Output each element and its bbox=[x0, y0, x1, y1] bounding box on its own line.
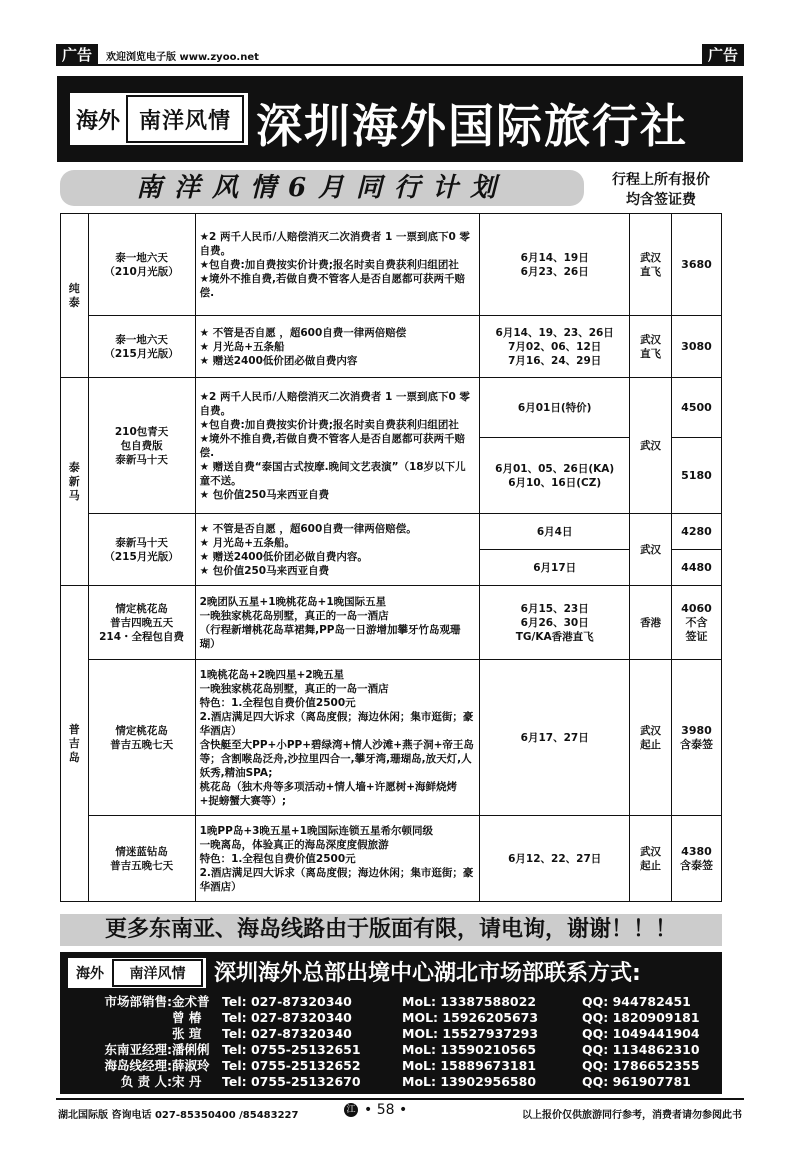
price-cell bbox=[671, 550, 721, 586]
product-cell bbox=[88, 378, 195, 514]
price-line: 签证 bbox=[685, 629, 708, 643]
desc-line: 含快艇至大PP+小PP+碧绿湾+情人沙滩+燕子洞+帝王岛等；含割喉岛泛舟,沙拉里四合一,攀牙湾,珊瑚岛,放天灯,人妖秀,精油SPA; bbox=[199, 738, 474, 779]
desc-line: 一晚独家桃花岛别墅，真正的一岛一酒店 bbox=[199, 609, 389, 622]
date-line: 6月01、05、26日(KA) bbox=[495, 462, 615, 475]
contact-role: 市场部销售: bbox=[104, 994, 172, 1009]
desc-cell bbox=[195, 316, 480, 378]
contact-qq: QQ: 1134862310 bbox=[582, 1042, 700, 1057]
category-label: 纯泰 bbox=[68, 281, 80, 309]
site-info: 欢迎浏览电子版 www.zyoo.net bbox=[106, 52, 259, 63]
date-line: 6月17、27日 bbox=[520, 731, 589, 744]
category-cell bbox=[61, 214, 89, 378]
price-cell bbox=[671, 214, 721, 316]
contact-mob: MoL: 13590210565 bbox=[402, 1042, 537, 1057]
price-line: 含泰签 bbox=[679, 737, 713, 751]
contact-mob: MoL: 13902956580 bbox=[402, 1074, 537, 1089]
departure-cell bbox=[630, 214, 672, 316]
contact-table bbox=[70, 994, 732, 1090]
price-value: 3980 bbox=[681, 723, 712, 737]
contact-role bbox=[70, 1026, 172, 1042]
dates-cell bbox=[480, 316, 630, 378]
brand-logo-small bbox=[68, 958, 206, 988]
departure-cell bbox=[630, 586, 672, 660]
contact-row bbox=[70, 1042, 732, 1058]
departure-cell bbox=[630, 378, 672, 514]
contact-mob: MoL: 15889673181 bbox=[402, 1058, 537, 1073]
dates-cell bbox=[480, 214, 630, 316]
dates-cell bbox=[480, 660, 630, 816]
contact-role: 海岛线经理: bbox=[104, 1058, 172, 1073]
header-divider bbox=[56, 64, 744, 66]
date-line: 6月15、23日 bbox=[520, 602, 589, 615]
contact-name: 潘俐俐 bbox=[172, 1042, 210, 1057]
more-routes-notice: 更多东南亚、海岛线路由于版面有限，请电询，谢谢！！！ bbox=[60, 914, 722, 946]
desc-line: ★境外不推自费,若做自费不管客人是否自愿都可获两千赔偿. bbox=[199, 272, 466, 299]
departure-cell bbox=[630, 514, 672, 586]
desc-line: 特色：1.全程包自费价值2500元 bbox=[199, 696, 356, 709]
desc-line: ★包自费:加自费按实价计费;报名时卖自费获利归组团社 bbox=[199, 418, 459, 431]
desc-line: ★2 两千人民币/人赔偿消灭二次消费者 1 一票到底下0 零自费。 bbox=[199, 230, 470, 257]
price-line: 不含 bbox=[685, 615, 708, 629]
date-line: 6月17日 bbox=[533, 561, 577, 574]
desc-line: ★ 月光岛+五条船 bbox=[199, 340, 285, 353]
product-cell bbox=[88, 816, 195, 902]
desc-line: ★ 包价值250马来西亚自费 bbox=[199, 564, 330, 577]
departure-line: 武汉 bbox=[640, 845, 662, 858]
contact-name: 金术普 bbox=[172, 994, 210, 1009]
desc-line: ★ 不管是否自愿 ，超600自费一律两倍赔偿。 bbox=[199, 522, 417, 535]
date-line: 7月02、06、12日 bbox=[508, 340, 602, 353]
price-value: 4480 bbox=[681, 560, 712, 574]
price-cell bbox=[671, 438, 721, 514]
product-line: 210包青天 bbox=[114, 425, 169, 438]
dates-cell bbox=[480, 378, 630, 438]
contact-qq: QQ: 1786652355 bbox=[582, 1058, 700, 1073]
dates-cell bbox=[480, 816, 630, 902]
product-line: 普吉五晚七天 bbox=[110, 859, 174, 872]
desc-cell bbox=[195, 214, 480, 316]
product-line: 普吉五晚七天 bbox=[110, 738, 174, 751]
dates-cell bbox=[480, 514, 630, 550]
departure-line: 武汉 bbox=[640, 543, 662, 556]
desc-cell bbox=[195, 378, 480, 514]
brand-logo bbox=[70, 93, 248, 145]
desc-line: 桃花岛（独木舟等多项活动+情人墙+许愿树+海鲜烧烤+捉螃蟹大赛等）; bbox=[199, 780, 458, 807]
price-value: 4380 bbox=[681, 844, 712, 858]
product-line: 泰新马十天 bbox=[115, 453, 168, 466]
table-row bbox=[61, 514, 722, 550]
departure-line: 香港 bbox=[640, 616, 662, 629]
product-line: （215月光版） bbox=[104, 347, 179, 360]
contact-tel: Tel: 027-87320340 bbox=[222, 994, 352, 1009]
product-line: 包自费版 bbox=[120, 439, 163, 452]
contact-tel: Tel: 027-87320340 bbox=[222, 1010, 352, 1025]
date-line: 6月12、22、27日 bbox=[508, 852, 602, 865]
contact-row bbox=[70, 1058, 732, 1074]
dates-cell bbox=[480, 586, 630, 660]
product-line: （215月光版） bbox=[104, 550, 179, 563]
contact-role: 东南亚经理: bbox=[104, 1042, 172, 1057]
contact-row bbox=[70, 1074, 732, 1090]
ad-tag-left: 广告 bbox=[56, 44, 98, 66]
category-cell bbox=[61, 378, 89, 586]
logo-text-right: 南洋风情 bbox=[126, 95, 244, 143]
contact-tel: Tel: 0755-25132652 bbox=[222, 1058, 361, 1073]
price-cell bbox=[671, 316, 721, 378]
price-value: 4500 bbox=[681, 400, 712, 414]
date-line: 6月10、16日(CZ) bbox=[508, 476, 602, 489]
price-value: 4280 bbox=[681, 524, 712, 538]
product-line: 214・全程包自费 bbox=[99, 630, 185, 643]
contact-tel: Tel: 0755-25132670 bbox=[222, 1074, 361, 1089]
date-line: 6月26、30日 bbox=[520, 616, 589, 629]
departure-line: 武汉 bbox=[640, 724, 662, 737]
itinerary-table bbox=[60, 213, 722, 902]
contact-mob: MoL: 13387588022 bbox=[402, 994, 537, 1009]
departure-line: 起止 bbox=[640, 859, 662, 872]
product-line: （210月光版） bbox=[104, 265, 179, 278]
contact-tel: Tel: 0755-25132651 bbox=[222, 1042, 361, 1057]
contact-qq: QQ: 1820909181 bbox=[582, 1010, 700, 1025]
contact-mob: MOL: 15527937293 bbox=[402, 1026, 539, 1041]
jiang-badge-icon: 江 bbox=[344, 1103, 358, 1117]
departure-line: 直飞 bbox=[640, 347, 662, 360]
desc-line: ★境外不推自费,若做自费不管客人是否自愿都可获两千赔偿. bbox=[199, 432, 466, 459]
footer-right: 以上报价仅供旅游同行参考，消费者请勿参阅此书 bbox=[522, 1110, 742, 1121]
product-line: 泰一地六天 bbox=[115, 251, 168, 264]
desc-line: 2晚团队五星+1晚桃花岛+1晚国际五星 bbox=[199, 595, 387, 608]
contact-name: 薛淑玲 bbox=[172, 1058, 210, 1073]
product-cell bbox=[88, 214, 195, 316]
product-line: 泰新马十天 bbox=[115, 536, 168, 549]
price-note bbox=[588, 170, 734, 210]
desc-line: ★2 两千人民币/人赔偿消灭二次消费者 1 一票到底下0 零自费。 bbox=[199, 390, 470, 417]
desc-line: ★ 赠送2400低价团必做自费内容 bbox=[199, 354, 358, 367]
contact-qq: QQ: 961907781 bbox=[582, 1074, 691, 1089]
contact-name: 曾 椿 bbox=[172, 1010, 202, 1025]
category-cell bbox=[61, 586, 89, 902]
desc-cell bbox=[195, 586, 480, 660]
date-line: 6月14、19、23、26日 bbox=[495, 326, 614, 339]
table-row bbox=[61, 316, 722, 378]
price-cell bbox=[671, 586, 721, 660]
date-line: TG/KA香港直飞 bbox=[515, 630, 594, 643]
category-label: 普吉岛 bbox=[68, 722, 80, 764]
logo-text-left: 海外 bbox=[75, 107, 120, 134]
contact-qq: QQ: 1049441904 bbox=[582, 1026, 700, 1041]
contact-heading: 深圳海外总部出境中心湖北市场部联系方式: bbox=[214, 961, 641, 986]
product-cell bbox=[88, 586, 195, 660]
desc-line: 特色：1.全程包自费价值2500元 bbox=[199, 852, 356, 865]
contact-row bbox=[70, 1026, 732, 1042]
price-cell bbox=[671, 816, 721, 902]
contact-tel: Tel: 027-87320340 bbox=[222, 1026, 352, 1041]
price-cell bbox=[671, 660, 721, 816]
logo-text-right: 南洋风情 bbox=[112, 959, 203, 987]
desc-line: 2.酒店满足四大诉求（离岛度假；海边休闲；集市逛街；豪华酒店） bbox=[199, 710, 474, 737]
table-row bbox=[61, 816, 722, 902]
product-cell bbox=[88, 316, 195, 378]
departure-cell bbox=[630, 816, 672, 902]
date-line: 6月14、19日 bbox=[520, 251, 589, 264]
table-row bbox=[61, 214, 722, 316]
logo-text-left: 海外 bbox=[76, 966, 104, 982]
footer-divider bbox=[56, 1098, 744, 1100]
contact-row bbox=[70, 1010, 732, 1026]
table-row bbox=[61, 660, 722, 816]
dates-cell bbox=[480, 550, 630, 586]
desc-line: 一晚独家桃花岛别墅，真正的一岛一酒店 bbox=[199, 682, 389, 695]
product-line: 情迷蓝钻岛 bbox=[115, 845, 168, 858]
agency-name: 深圳海外国际旅行社 bbox=[256, 99, 688, 153]
category-label: 泰新马 bbox=[68, 460, 80, 502]
product-cell bbox=[88, 660, 195, 816]
desc-line: ★ 不管是否自愿 ，超600自费一律两倍赔偿 bbox=[199, 326, 407, 339]
plan-title: 南洋风情6月同行计划 bbox=[60, 170, 584, 206]
desc-line: ★ 赠送自费“泰国古式按摩.晚间文艺表演”（18岁以下儿童不送。 bbox=[199, 460, 466, 487]
desc-line: 1晚PP岛+3晚五星+1晚国际连锁五星希尔顿同级 bbox=[199, 824, 434, 837]
contact-role: 负 责 人: bbox=[120, 1074, 172, 1089]
departure-cell bbox=[630, 660, 672, 816]
departure-line: 直飞 bbox=[640, 265, 662, 278]
contact-name: 张 瑄 bbox=[172, 1026, 202, 1041]
date-line: 6月01日(特价) bbox=[517, 401, 592, 414]
contact-role bbox=[70, 1010, 172, 1026]
date-line: 6月4日 bbox=[536, 525, 573, 538]
departure-line: 武汉 bbox=[640, 251, 662, 264]
price-line: 含泰签 bbox=[679, 858, 713, 872]
date-line: 7月16、24、29日 bbox=[508, 354, 602, 367]
desc-line: （行程新增桃花岛草裙舞,PP岛一日游增加攀牙竹岛观珊瑚） bbox=[199, 623, 461, 650]
price-cell bbox=[671, 514, 721, 550]
table-row bbox=[61, 378, 722, 438]
contact-mob: MOL: 15926205673 bbox=[402, 1010, 539, 1025]
contact-qq: QQ: 944782451 bbox=[582, 994, 691, 1009]
product-line: 情定桃花岛 bbox=[115, 724, 168, 737]
contact-name: 宋 丹 bbox=[172, 1074, 202, 1089]
desc-line: ★ 赠送2400低价团必做自费内容。 bbox=[199, 550, 368, 563]
departure-line: 武汉 bbox=[640, 333, 662, 346]
price-value: 5180 bbox=[681, 468, 712, 482]
table-row bbox=[61, 586, 722, 660]
page-number bbox=[344, 1102, 407, 1118]
page-number-text: • 58 • bbox=[364, 1102, 408, 1118]
price-value: 3680 bbox=[681, 257, 712, 271]
desc-cell bbox=[195, 816, 480, 902]
desc-line: ★包自费:加自费按实价计费;报名时卖自费获利归组团社 bbox=[199, 258, 459, 271]
price-cell bbox=[671, 378, 721, 438]
price-value: 4060 bbox=[681, 601, 712, 615]
desc-cell bbox=[195, 660, 480, 816]
departure-line: 武汉 bbox=[640, 439, 662, 452]
product-line: 普吉四晚五天 bbox=[110, 616, 174, 629]
desc-line: 1晚桃花岛+2晚四星+2晚五星 bbox=[199, 668, 345, 681]
product-line: 情定桃花岛 bbox=[115, 602, 168, 615]
ad-tag-right: 广告 bbox=[702, 44, 744, 66]
desc-line: 2.酒店满足四大诉求（离岛度假；海边休闲；集市逛街；豪华酒店） bbox=[199, 866, 474, 893]
footer-left: 湖北国际版 咨询电话 027-85350400 /85483227 bbox=[58, 1110, 299, 1121]
date-line: 6月23、26日 bbox=[520, 265, 589, 278]
desc-line: 一晚离岛，体验真正的海岛深度度假旅游 bbox=[199, 838, 389, 851]
departure-cell bbox=[630, 316, 672, 378]
price-note-line: 均含签证费 bbox=[626, 192, 696, 208]
desc-line: ★ 月光岛+五条船。 bbox=[199, 536, 295, 549]
desc-line: ★ 包价值250马来西亚自费 bbox=[199, 488, 330, 501]
desc-cell bbox=[195, 514, 480, 586]
departure-line: 起止 bbox=[640, 738, 662, 751]
product-cell bbox=[88, 514, 195, 586]
price-note-line: 行程上所有报价 bbox=[612, 172, 710, 188]
product-line: 泰一地六天 bbox=[115, 333, 168, 346]
dates-cell bbox=[480, 438, 630, 514]
price-value: 3080 bbox=[681, 339, 712, 353]
contact-row bbox=[70, 994, 732, 1010]
